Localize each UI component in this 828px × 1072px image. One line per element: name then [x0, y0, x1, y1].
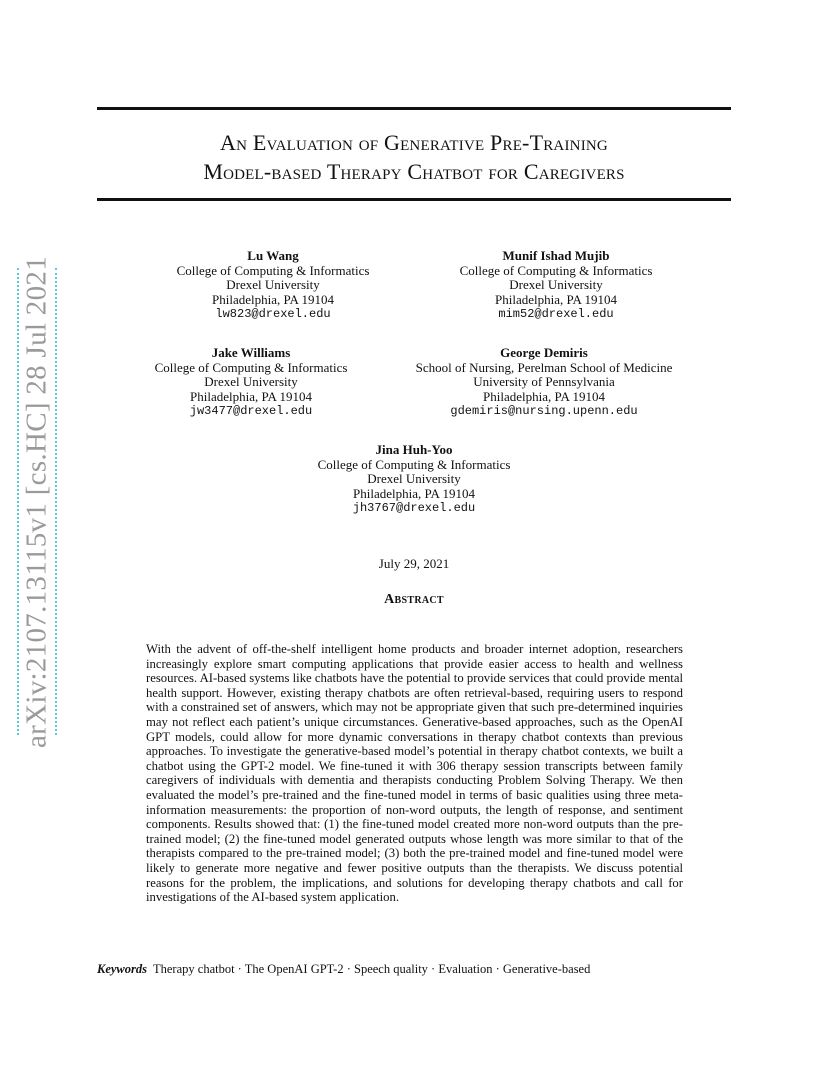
author-email[interactable]: gdemiris@nursing.upenn.edu [450, 404, 638, 419]
author-email[interactable]: jw3477@drexel.edu [189, 404, 313, 419]
author-block [155, 346, 348, 419]
author-affiliation: Drexel University [367, 471, 461, 487]
author-block [177, 249, 370, 322]
title-line-2: Model-based Therapy Chatbot for Caregivers [203, 159, 625, 184]
author-affiliation: Philadelphia, PA 19104 [495, 291, 617, 307]
author-affiliation: Philadelphia, PA 19104 [483, 388, 605, 404]
title-line-1: An Evaluation of Generative Pre-Training [220, 130, 608, 155]
author-affiliation: Philadelphia, PA 19104 [212, 291, 334, 307]
keywords-text: Therapy chatbot · The OpenAI GPT-2 · Speech quality · Evaluation · Generative-based [153, 962, 591, 976]
title-rule-bottom [97, 198, 731, 201]
author-affiliation: Philadelphia, PA 19104 [353, 485, 475, 501]
author-email[interactable]: lw823@drexel.edu [215, 307, 331, 322]
author-affiliation: Drexel University [226, 277, 320, 293]
author-affiliation: College of Computing & Informatics [154, 359, 348, 375]
title-rule-top [97, 107, 731, 110]
keywords-label: Keywords [97, 962, 147, 976]
arxiv-stamp: arXiv:2107.13115v1 [cs.HC] 28 Jul 2021 [20, 255, 53, 749]
author-affiliation: Drexel University [509, 277, 603, 293]
author-name: Jina Huh-Yoo [375, 442, 453, 457]
author-block [318, 443, 511, 516]
author-affiliation: Philadelphia, PA 19104 [190, 388, 312, 404]
author-block [416, 346, 673, 419]
author-affiliation: College of Computing & Informatics [459, 262, 653, 278]
author-affiliation: College of Computing & Informatics [317, 456, 511, 472]
author-affiliation: Drexel University [204, 374, 298, 390]
author-block [460, 249, 653, 322]
abstract-text: With the advent of off-the-shelf intelligent home products and broader internet adoption, researchers increasingly explore smart computing applications that provide easier access to health and wellness resources. AI-based systems like chatbots have the potential to provide services that could provide mental health support. However, existing therapy chatbots are often retrieval-based, requiring users to respond with a constrained set of answers, which may not be appropriate given that such pre-determined inquiries may not reflect each patient’s unique circumstances. Generative-based approaches, such as the OpenAI GPT models, could allow for more dynamic conversations in therapy chatbot contexts than previous approaches. To investigate the generative-based model’s potential in therapy chatbot contexts, we built a chatbot using the GPT-2 model. We fine-tuned it with 306 therapy session transcripts between family caregivers of individuals with dementia and therapists conducting Problem Solving Therapy. We then evaluated the model’s pre-trained and the fine-tuned model in terms of basic qualities using three meta-information measurements: the proportion of non-word outputs, the length of response, and sentiment components. Results showed that: (1) the fine-tuned model created more non-word outputs than the pre-trained model; (2) the fine-tuned model generated outputs whose length was more similar to that of the therapists compared to the pre-trained model; (3) both the pre-trained model and fine-tuned model were likely to generate more negative and fewer positive outputs than the therapists. We discuss potential reasons for the problem, the implications, and solutions for developing therapy chatbots and call for investigations of the AI-based system application. [146, 642, 683, 905]
author-email[interactable]: jh3767@drexel.edu [352, 501, 476, 516]
author-name: Munif Ishad Mujib [502, 248, 610, 263]
author-name: George Demiris [500, 345, 588, 360]
abstract-heading: Abstract [384, 592, 444, 607]
author-email[interactable]: mim52@drexel.edu [498, 307, 614, 322]
keywords [97, 962, 737, 977]
author-affiliation: University of Pennsylvania [473, 374, 615, 390]
paper-title [97, 128, 731, 186]
author-affiliation: College of Computing & Informatics [176, 262, 370, 278]
paper-date: July 29, 2021 [378, 556, 450, 571]
author-name: Lu Wang [247, 248, 299, 263]
author-affiliation: School of Nursing, Perelman School of Medicine [415, 359, 673, 375]
author-name: Jake Williams [211, 345, 291, 360]
